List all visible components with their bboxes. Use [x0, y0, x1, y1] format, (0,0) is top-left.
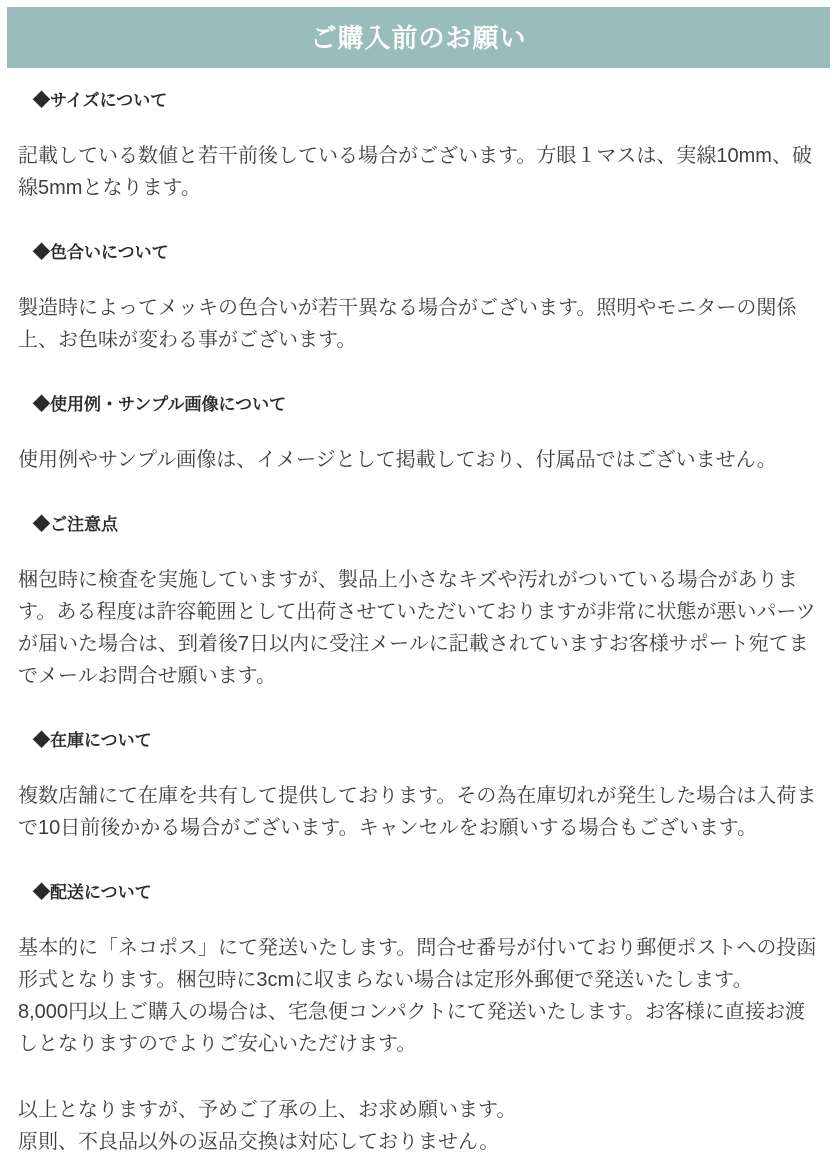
closing-line: 原則、不良品以外の返品交換は対応しておりません。 [18, 1131, 500, 1153]
section-heading: ◆ご注意点 [33, 515, 118, 534]
notice-sections [18, 88, 818, 1060]
section-body [18, 932, 818, 1060]
notice-section [18, 728, 818, 844]
section-body [18, 564, 818, 692]
section-body [18, 780, 818, 844]
body-line: 使用例やサンプル画像は、イメージとして掲載しており、付属品ではございません。 [18, 449, 777, 471]
notice-section [18, 392, 818, 476]
section-heading: ◆配送について [33, 883, 152, 902]
page-title-bar [7, 7, 830, 68]
body-line: 基本的に「ネコポス」にて発送いたします。問合せ番号が付いており郵便ポストへの投函形式となります。梱包時に3cmに収まらない場合は定形外郵便で発送いたします。 [18, 937, 817, 991]
notice-section [18, 880, 818, 1060]
purchase-notice-page [0, 7, 837, 1164]
closing-note [18, 1094, 818, 1158]
section-body [18, 444, 818, 476]
notice-section [18, 240, 818, 356]
body-line: 記載している数値と若干前後している場合がございます。方眼１マスは、実線10mm、破線5mmとなります。 [18, 145, 812, 199]
section-heading: ◆色合いについて [33, 243, 169, 262]
closing-line: 以上となりますが、予めご了承の上、お求め願います。 [18, 1099, 517, 1121]
notice-content [0, 88, 837, 1158]
notice-section [18, 88, 818, 204]
section-body [18, 140, 818, 204]
section-body [18, 292, 818, 356]
body-line: 8,000円以上ご購入の場合は、宅急便コンパクトにて発送いたします。お客様に直接お渡しとなりますのでよりご安心いただけます。 [18, 1001, 806, 1055]
body-line: 製造時によってメッキの色合いが若干異なる場合がございます。照明やモニターの関係上、お色味が変わる事がございます。 [18, 297, 797, 351]
body-line: 複数店舗にて在庫を共有して提供しております。その為在庫切れが発生した場合は入荷まで10日前後かかる場合がございます。キャンセルをお願いする場合もございます。 [18, 785, 817, 839]
section-heading: ◆在庫について [33, 731, 152, 750]
notice-section [18, 512, 818, 692]
page-title: ご購入前のお願い [310, 22, 527, 53]
section-heading: ◆使用例・サンプル画像について [33, 395, 287, 414]
body-line: 梱包時に検査を実施していますが、製品上小さなキズや汚れがついている場合があります。ある程度は許容範囲として出荷させていただいておりますが非常に状態が悪いパーツが届いた場合は、到着後7日以内に受注メールに記載されていますお客様サポート宛てまでメールお問合せ願います。 [18, 569, 816, 687]
section-heading: ◆サイズについて [33, 91, 168, 110]
